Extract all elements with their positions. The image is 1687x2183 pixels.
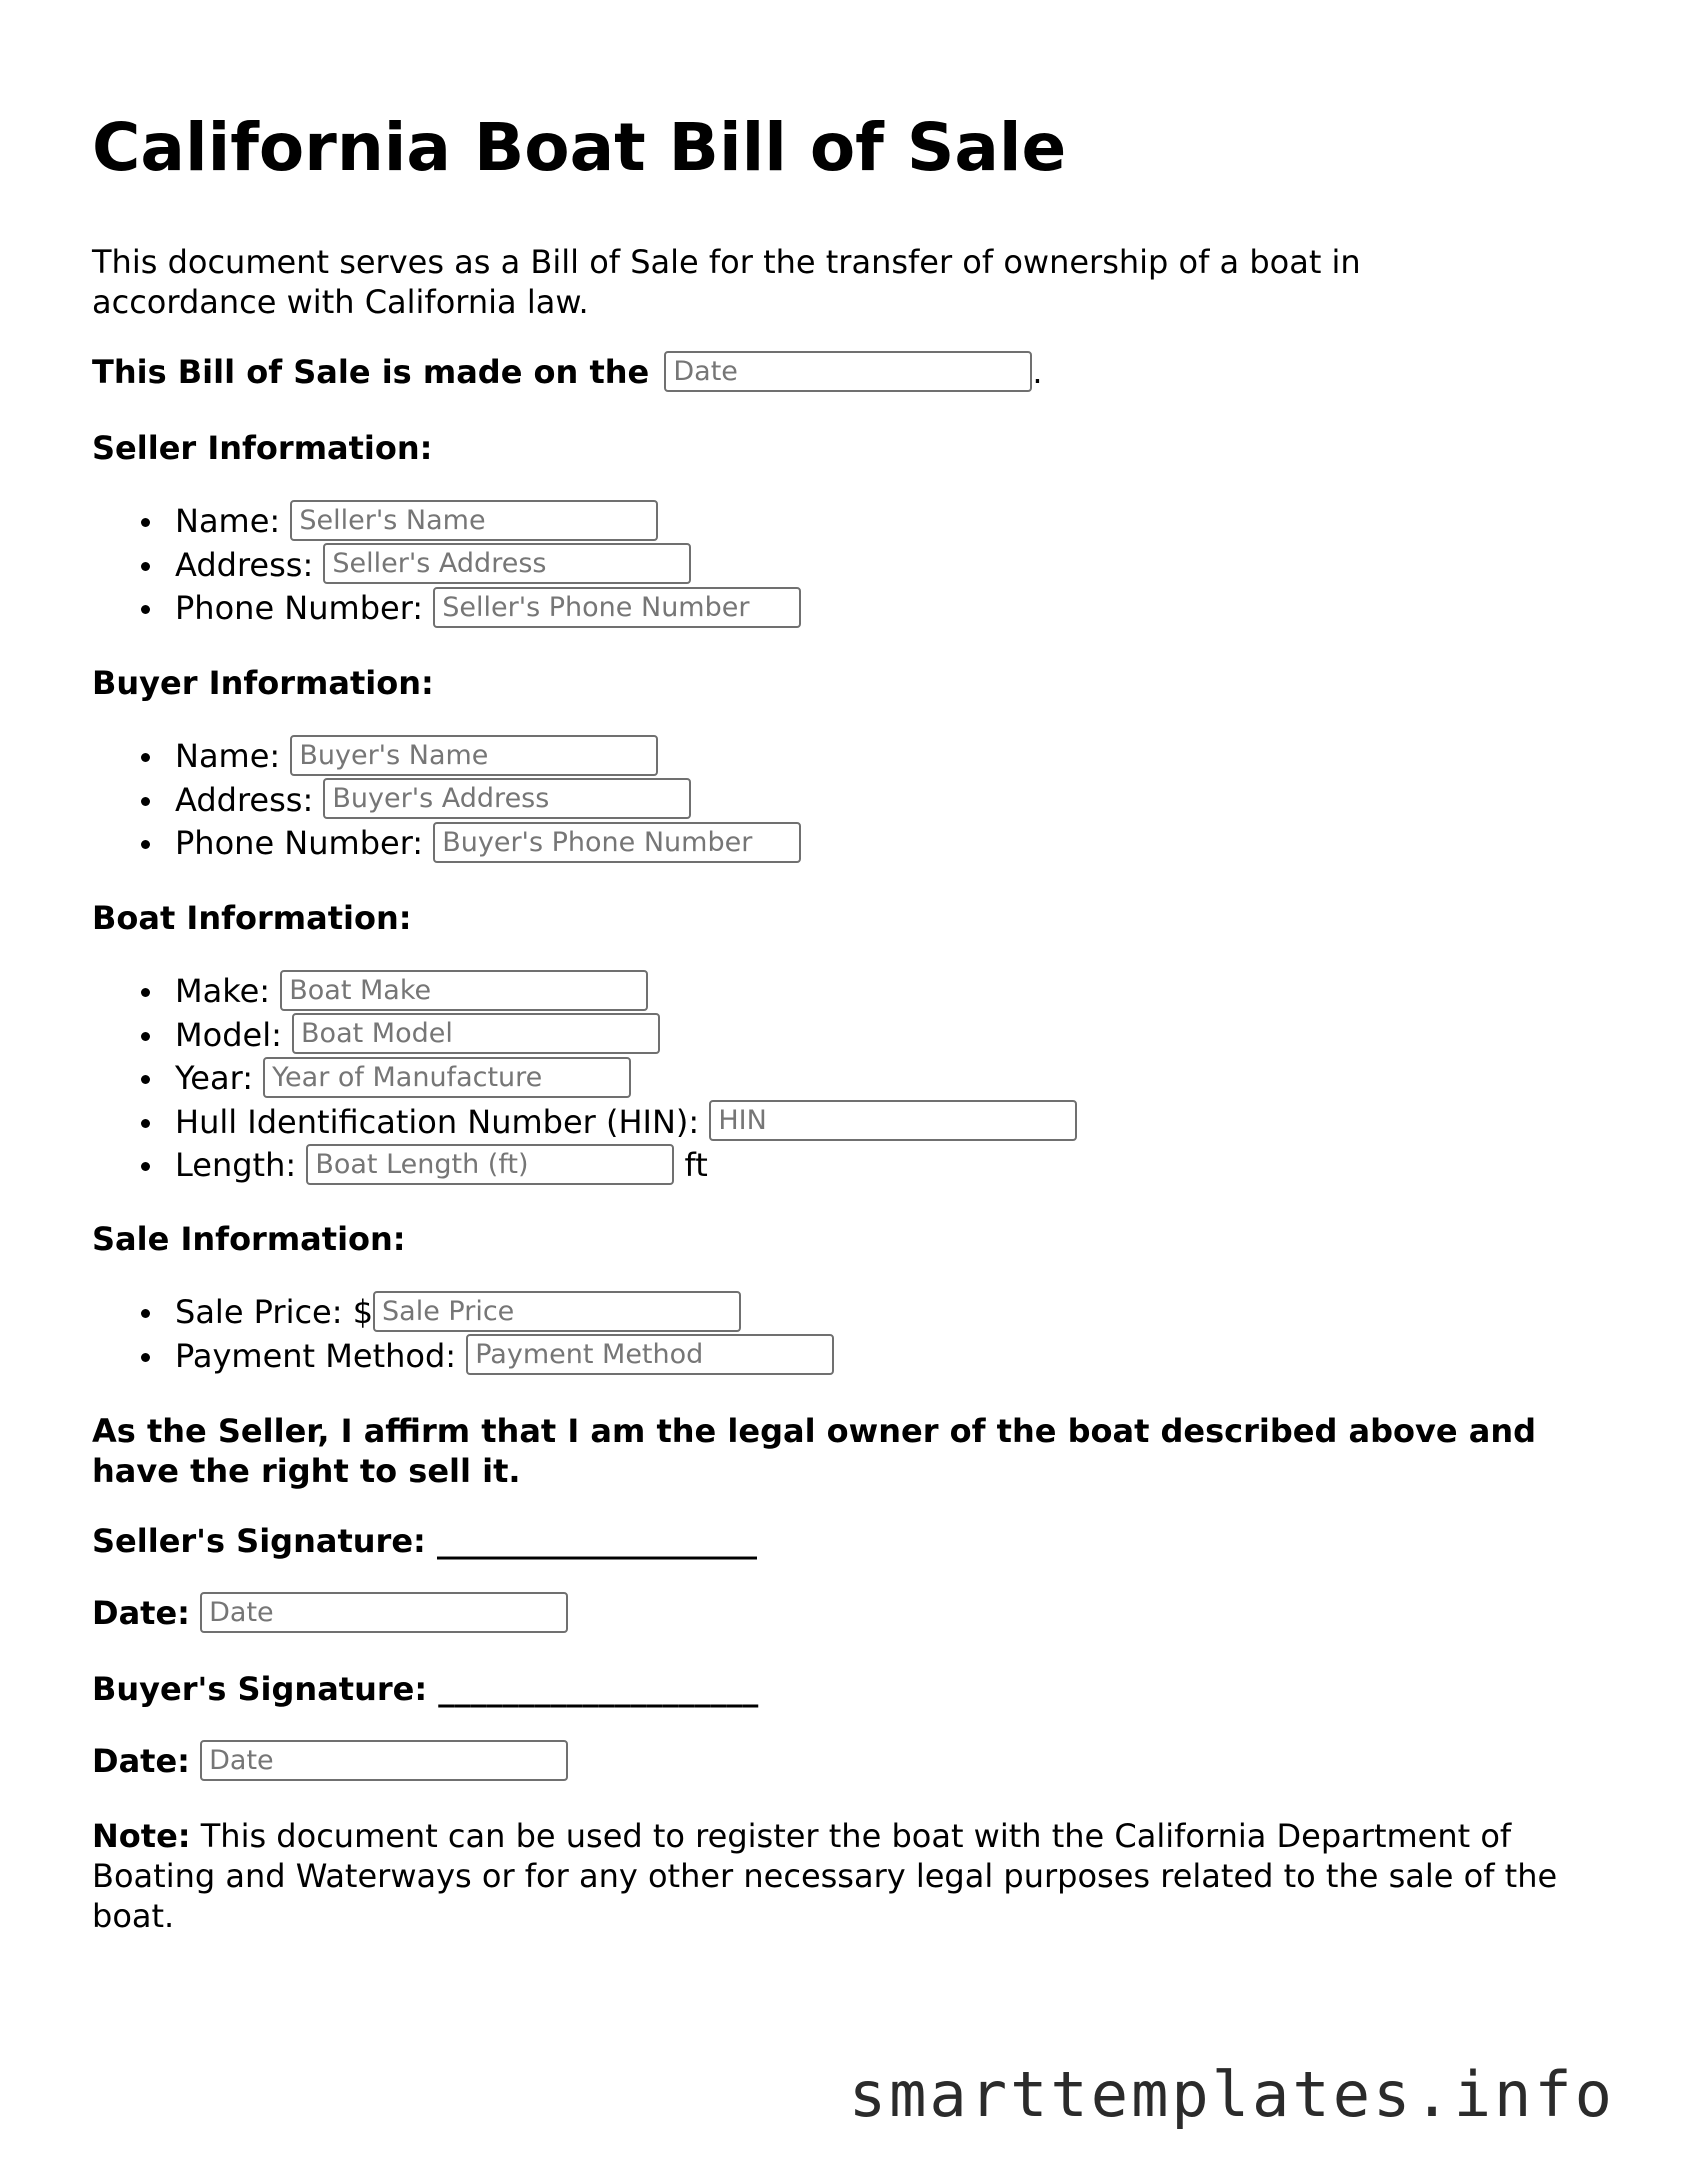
list-item	[92, 1335, 834, 1379]
made-on-label: This Bill of Sale is made on the	[92, 353, 650, 391]
list-item	[92, 1144, 1077, 1188]
list-item	[92, 970, 1077, 1014]
buyer-address-input[interactable]	[323, 778, 691, 819]
payment-method-input[interactable]	[466, 1334, 834, 1375]
boat-length-input[interactable]	[306, 1144, 674, 1185]
buyer-date-label: Date:	[92, 1742, 190, 1780]
seller-signature-label: Seller's Signature:	[92, 1522, 426, 1560]
buyer-signature-label: Buyer's Signature:	[92, 1670, 428, 1708]
boat-length-label: Length:	[175, 1146, 297, 1185]
boat-fields	[92, 970, 1077, 1188]
sale-date-input[interactable]	[664, 351, 1032, 392]
intro-paragraph: This document serves as a Bill of Sale for the transfer of ownership of a boat in accordance with California law.	[92, 243, 1361, 321]
watermark: smarttemplates.info	[848, 2058, 1615, 2131]
list-item	[92, 822, 801, 866]
boat-hin-label: Hull Identification Number (HIN):	[175, 1102, 700, 1141]
boat-model-label: Model:	[175, 1015, 282, 1054]
boat-model-input[interactable]	[292, 1013, 660, 1054]
seller-heading: Seller Information:	[92, 429, 433, 467]
payment-method-label: Payment Method:	[175, 1336, 457, 1375]
sale-fields	[92, 1291, 834, 1378]
buyer-date-row	[92, 1741, 568, 1781]
list-item	[92, 1014, 1077, 1058]
boat-make-input[interactable]	[280, 970, 648, 1011]
seller-fields	[92, 500, 801, 631]
list-item	[92, 1057, 1077, 1101]
seller-date-input[interactable]	[200, 1592, 568, 1633]
seller-name-label: Name:	[175, 502, 281, 540]
boat-hin-input[interactable]	[709, 1100, 1077, 1141]
list-item	[92, 544, 801, 588]
buyer-heading: Buyer Information:	[92, 664, 434, 702]
made-on-line	[92, 352, 1043, 392]
sale-price-input[interactable]	[373, 1291, 741, 1332]
list-item	[92, 1291, 834, 1335]
boat-year-label: Year:	[175, 1059, 253, 1098]
seller-signature-row	[92, 1521, 757, 1561]
seller-address-label: Address:	[175, 545, 314, 584]
sale-heading: Sale Information:	[92, 1220, 406, 1258]
list-item	[92, 1101, 1077, 1145]
list-item	[92, 779, 801, 823]
seller-phone-label: Phone Number:	[175, 589, 424, 628]
seller-date-label: Date:	[92, 1594, 190, 1632]
seller-affirmation: As the Seller, I affirm that I am the legal owner of the boat described above and have the right to sell it.	[92, 1412, 1537, 1490]
list-item	[92, 500, 801, 544]
made-on-suffix: .	[1032, 353, 1043, 391]
seller-phone-input[interactable]	[433, 587, 801, 628]
seller-date-row	[92, 1593, 568, 1633]
boat-make-label: Make:	[175, 972, 271, 1010]
buyer-name-input[interactable]	[290, 735, 658, 776]
boat-year-input[interactable]	[263, 1057, 631, 1098]
buyer-phone-input[interactable]	[433, 822, 801, 863]
buyer-date-input[interactable]	[200, 1740, 568, 1781]
buyer-signature-line[interactable]: ____________________	[438, 1670, 759, 1708]
seller-signature-line[interactable]: ____________________	[436, 1522, 757, 1560]
note-paragraph	[92, 1816, 1572, 1936]
list-item	[92, 735, 801, 779]
list-item	[92, 587, 801, 631]
buyer-name-label: Name:	[175, 737, 281, 775]
buyer-fields	[92, 735, 801, 866]
note-label: Note:	[92, 1817, 191, 1855]
buyer-signature-row	[92, 1669, 758, 1709]
buyer-address-label: Address:	[175, 780, 314, 819]
boat-length-unit: ft	[684, 1146, 708, 1185]
seller-address-input[interactable]	[323, 543, 691, 584]
page-title: California Boat Bill of Sale	[92, 109, 1067, 186]
boat-heading: Boat Information:	[92, 899, 412, 937]
buyer-phone-label: Phone Number:	[175, 824, 424, 863]
sale-price-label: Sale Price: $	[175, 1293, 374, 1331]
note-text: This document can be used to register the boat with the California Department of Boating and Waterways or for any other necessary legal purposes related to the sale of the boat.	[92, 1817, 1558, 1935]
seller-name-input[interactable]	[290, 500, 658, 541]
